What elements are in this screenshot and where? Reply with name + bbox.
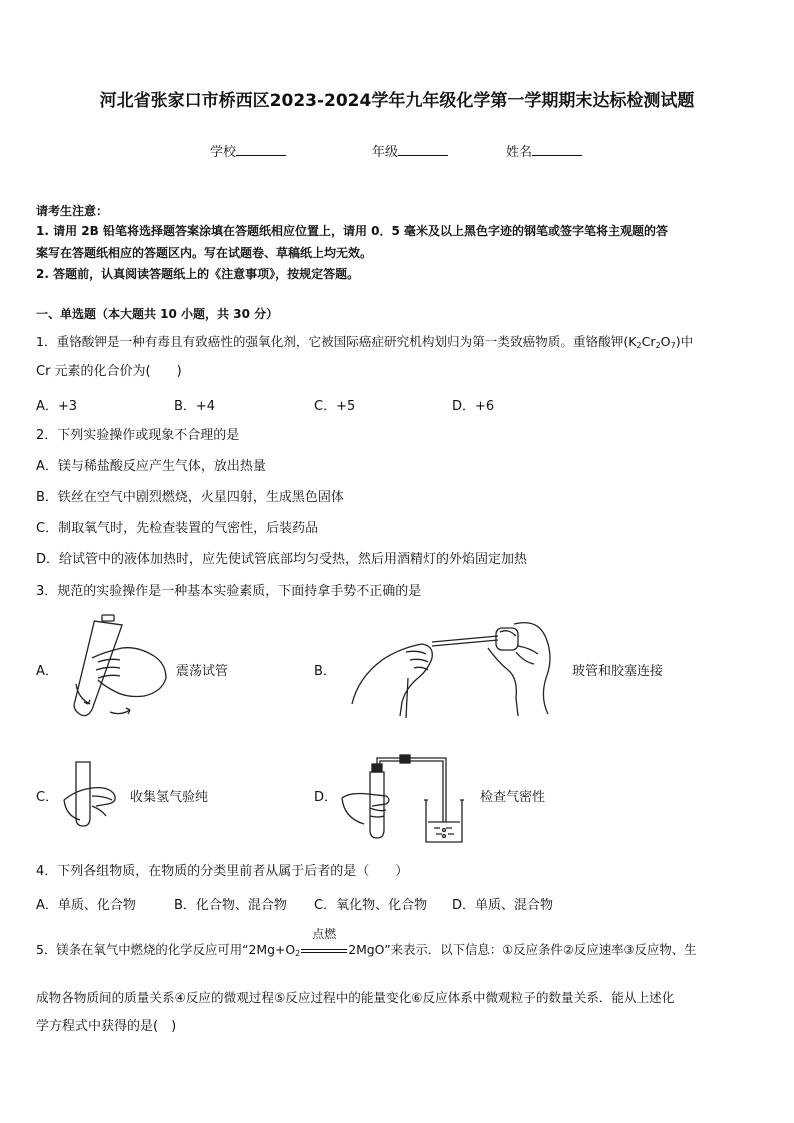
q3-stem: 3．规范的实验操作是一种基本实验素质，下面持拿手势不正确的是: [36, 584, 422, 599]
q2-stem: 2．下列实验操作或现象不合理的是: [36, 428, 240, 443]
shake-test-tube-illustration: [58, 612, 176, 724]
q3-option-d-letter[interactable]: D．: [314, 790, 338, 805]
q2-option-b[interactable]: B．铁丝在空气中剧烈燃烧，火星四射，生成黑色固体: [36, 490, 344, 505]
q3-option-b-caption: 玻管和胶塞连接: [572, 664, 664, 679]
q4-option-d[interactable]: D．单质、混合物: [452, 898, 554, 913]
q3-option-a-caption: 震荡试管: [176, 664, 229, 679]
q1-text: 1．重铬酸钾是一种有毒且有致癌性的强氧化剂，它被国际癌症研究机构划归为第一类致癌物质。重铬酸钾(K: [36, 334, 637, 349]
q5-equals-sign: [301, 949, 347, 953]
name-blank: [532, 142, 582, 156]
notice-item1-line2: 案写在答题纸相应的答题区内。写在试题卷、草稿纸上均无效。: [36, 246, 373, 260]
section-heading: 一、单选题（本大题共 10 小题，共 30 分）: [36, 307, 279, 321]
q5-pre: 5．镁条在氧气中燃烧的化学反应可用“2Mg+O: [36, 942, 296, 957]
q4-option-b[interactable]: B．化合物、混合物: [174, 898, 287, 913]
connect-glass-tube-stopper-illustration: [348, 618, 562, 718]
collect-hydrogen-illustration: [62, 760, 128, 840]
q3-option-c-caption: 收集氢气验纯: [130, 790, 209, 805]
q4-option-a[interactable]: A．单质、化合物: [36, 898, 136, 913]
q4-option-c[interactable]: C．氧化物、化合物: [314, 898, 428, 913]
q1-line1: [36, 332, 693, 356]
school-label: 学校: [210, 145, 237, 160]
grade-field: [372, 141, 448, 160]
q5-line2: 成物各物质间的质量关系④反应的微观过程⑤反应过程中的能量变化⑥反应体系中微观粒子的数量关系．能从上述化: [36, 990, 675, 1005]
q5-condition: 点燃: [312, 927, 337, 941]
grade-label: 年级: [372, 145, 399, 160]
q5-o-sub: 2: [295, 949, 301, 958]
q1-option-c[interactable]: C．+5: [314, 399, 356, 414]
name-field: [506, 141, 582, 160]
q2-option-a[interactable]: A．镁与稀盐酸反应产生气体，放出热量: [36, 459, 266, 474]
q5-post: ”来表示．以下信息：①反应条件②反应速率③反应物、生: [384, 942, 697, 957]
q2-option-c[interactable]: C．制取氧气时，先检查装置的气密性，后装药品: [36, 521, 319, 536]
q3-option-b-letter[interactable]: B．: [314, 664, 336, 679]
q1-cr: Cr: [641, 334, 656, 349]
notice-item1-line1: 1. 请用 2B 铅笔将选择题答案涂填在答题纸相应位置上，请用 0．5 毫米及以上黑色字迹的钢笔或签字笔将主观题的答: [36, 224, 668, 238]
q1-cr-sub: 2: [655, 341, 661, 350]
q4-stem: 4．下列各组物质，在物质的分类里前者从属于后者的是（ ）: [36, 864, 409, 879]
q5-product: 2MgO: [348, 942, 385, 957]
q5-line1: [36, 927, 697, 964]
q3-option-c-letter[interactable]: C．: [36, 790, 59, 805]
q1-o-sub: 7: [670, 341, 676, 350]
q1-tail: )中: [675, 334, 694, 349]
check-airtightness-illustration: [340, 752, 470, 844]
q1-k-sub: 2: [636, 341, 642, 350]
q5-line3: 学方程式中获得的是( ): [36, 1019, 177, 1034]
grade-blank: [398, 142, 448, 156]
page-title: 河北省张家口市桥西区2023-2024学年九年级化学第一学期期末达标检测试题: [99, 91, 695, 111]
q1-option-d[interactable]: D．+6: [452, 399, 495, 414]
q1-line2: Cr 元素的化合价为( ): [36, 364, 182, 379]
school-blank: [236, 142, 286, 156]
notice-item2: 2. 答题前，认真阅读答题纸上的《注意事项》，按规定答题。: [36, 267, 360, 281]
q3-option-d-caption: 检查气密性: [480, 790, 546, 805]
notice-heading: 请考生注意：: [36, 204, 109, 218]
q1-option-b[interactable]: B．+4: [174, 399, 216, 414]
q3-option-a-letter[interactable]: A．: [36, 664, 58, 679]
school-field: [210, 141, 286, 160]
name-label: 姓名: [506, 145, 533, 160]
q1-option-a[interactable]: A．+3: [36, 399, 78, 414]
q2-option-d[interactable]: D．给试管中的液体加热时，应先使试管底部均匀受热，然后用酒精灯的外焰固定加热: [36, 552, 528, 567]
q1-o: O: [660, 334, 671, 349]
q5-reaction-arrow: [300, 927, 348, 960]
